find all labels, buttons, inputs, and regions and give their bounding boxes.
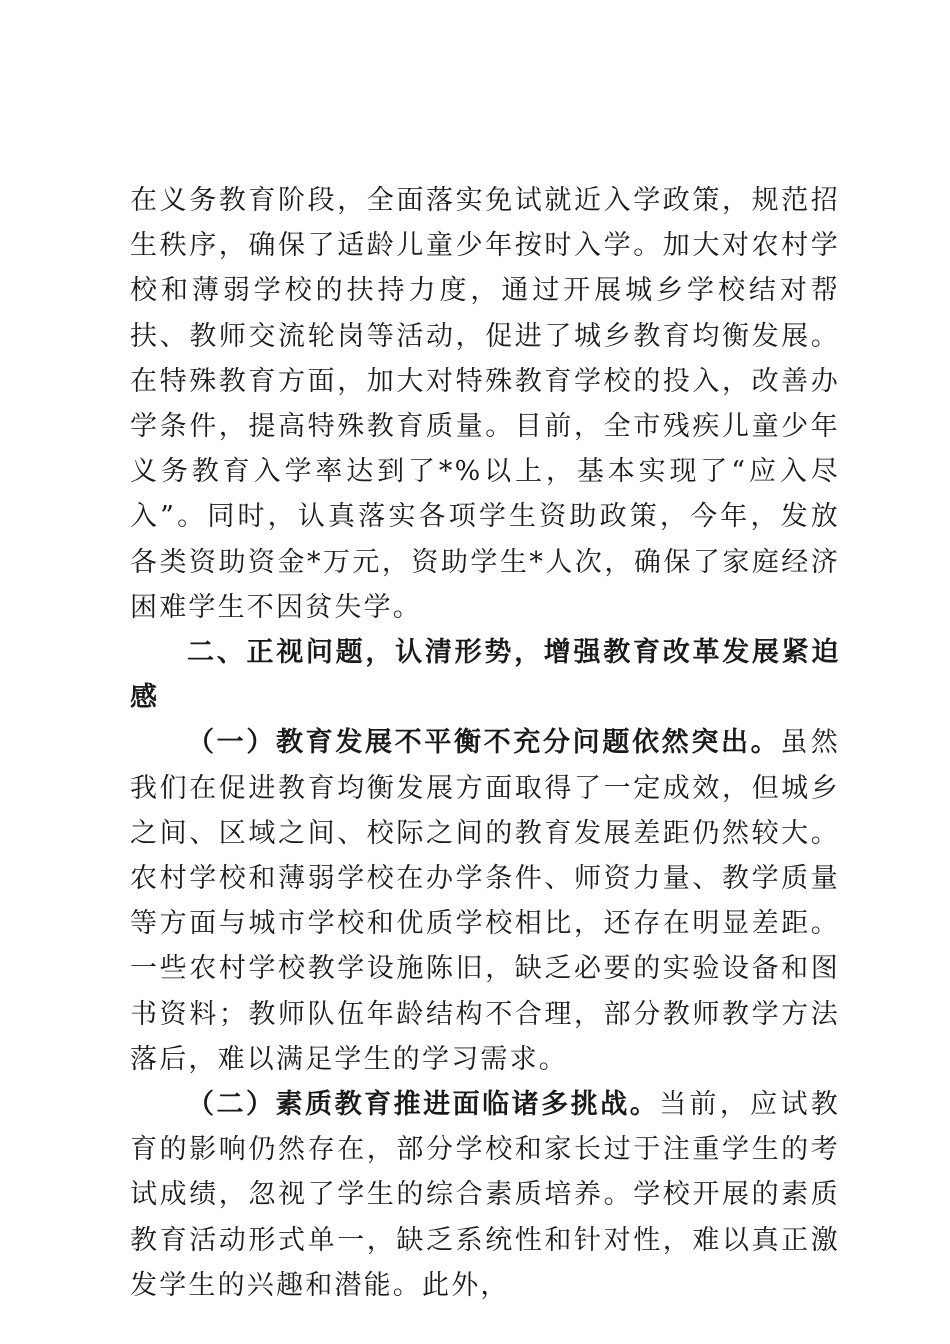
point-two-lead: （二）素质教育推进面临诸多挑战。 [187, 1089, 660, 1121]
section-two-heading: 二、正视问题，认清形势，增强教育改革发展紧迫感 [130, 637, 840, 714]
point-one-body: 虽然我们在促进教育均衡发展方面取得了一定成效，但城乡之间、区域之间、校际之间的教育发展差距仍然较大。农村学校和薄弱学校在办学条件、师资力量、教学质量等方面与城市学校和优质学校相比，还存在明显差距。一些农村学校教学设施陈旧，缺乏必要的实验设备和图书资料；教师队伍年龄结构不合理，部分教师教学方法落后，难以满足学生的学习需求。 [130, 727, 840, 1075]
point-two-body: 当前，应试教育的影响仍然存在，部分学校和家长过于注重学生的考试成绩，忽视了学生的综合素质培养。学校开展的素质教育活动形式单一，缺乏系统性和针对性，难以真正激发学生的兴趣和潜能。此外， [130, 1089, 841, 1301]
document-page [130, 178, 840, 1308]
point-one-paragraph [130, 720, 840, 1082]
point-one-lead: （一）教育发展不平衡不充分问题依然突出。 [187, 727, 781, 759]
point-two-paragraph [130, 1082, 840, 1308]
intro-paragraph: 在义务教育阶段，全面落实免试就近入学政策，规范招生秩序，确保了适龄儿童少年按时入学。加大对农村学校和薄弱学校的扶持力度，通过开展城乡学校结对帮扶、教师交流轮岗等活动，促进了城乡教育均衡发展。在特殊教育方面，加大对特殊教育学校的投入，改善办学条件，提高特殊教育质量。目前，全市残疾儿童少年义务教育入学率达到了*%以上，基本实现了“应入尽入”。同时，认真落实各项学生资助政策，今年，发放各类资助资金*万元，资助学生*人次，确保了家庭经济困难学生不因贫失学。 [130, 185, 840, 623]
